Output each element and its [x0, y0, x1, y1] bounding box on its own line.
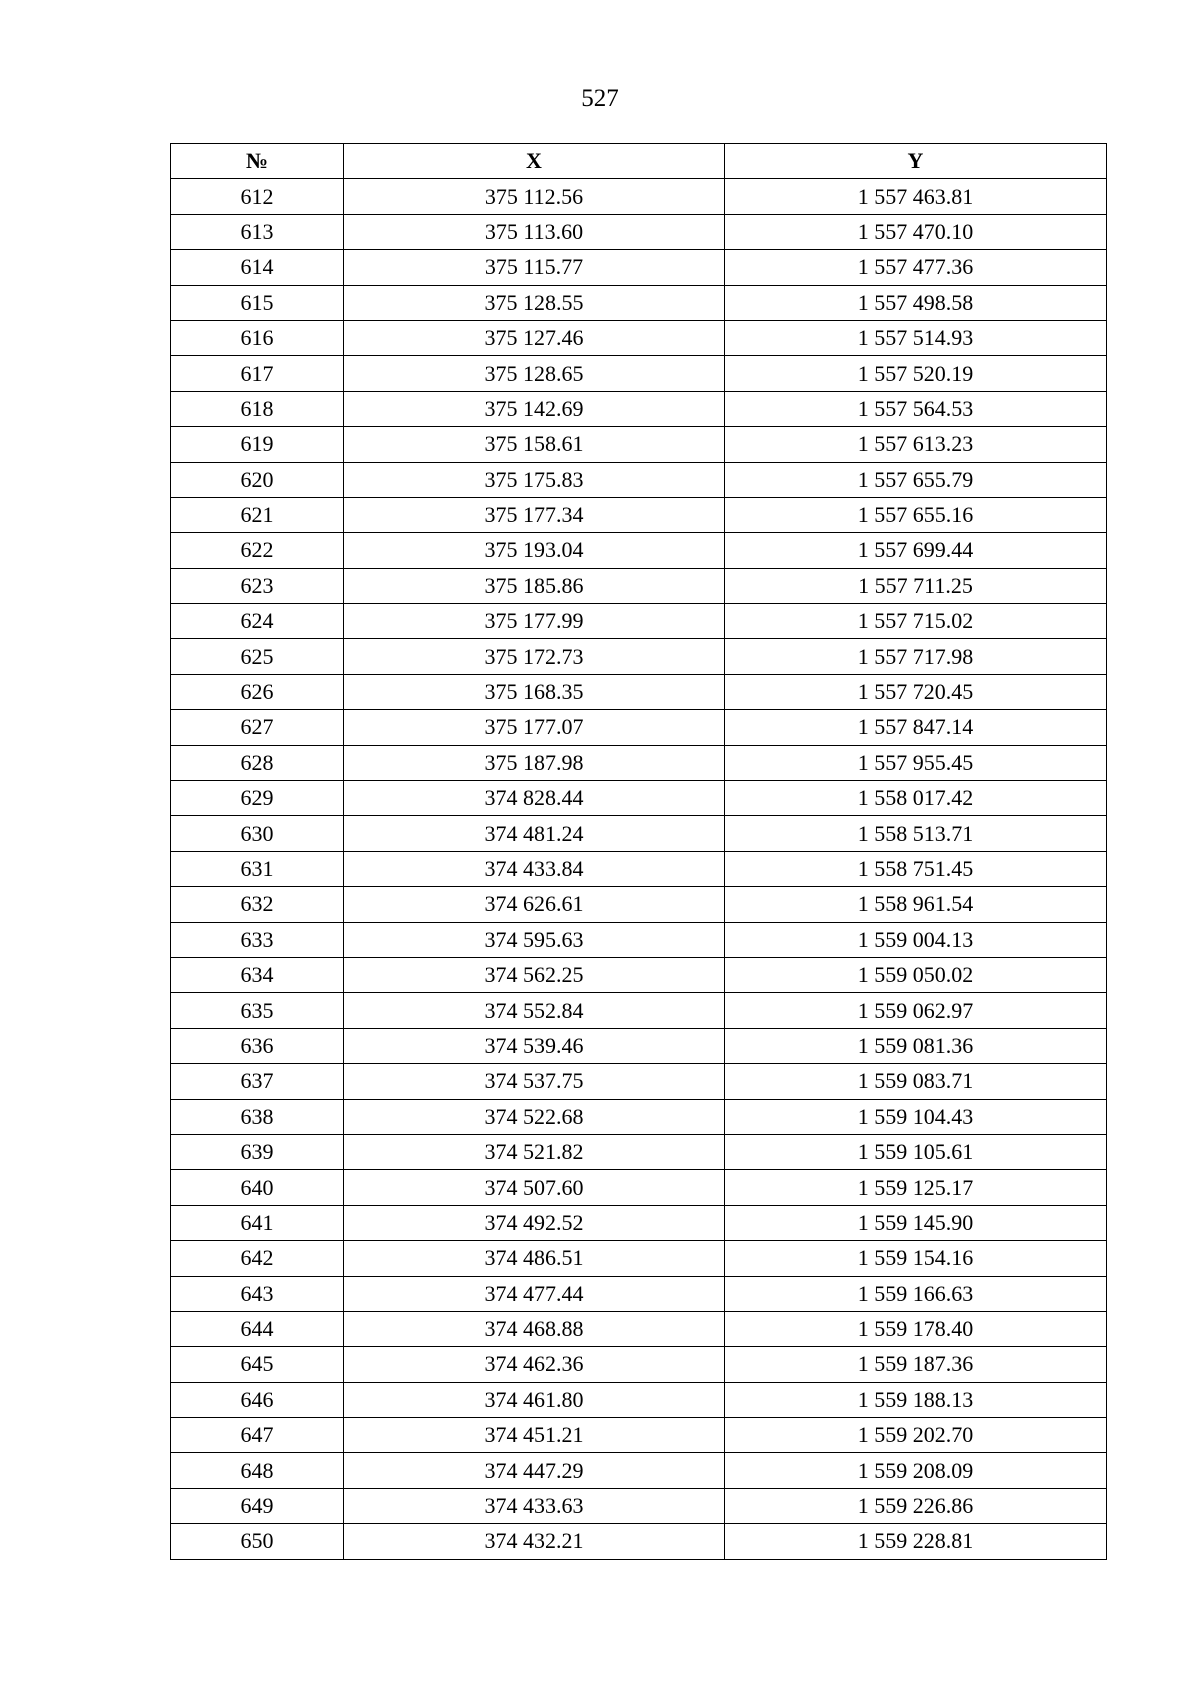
cell-number: 619 — [171, 427, 344, 462]
table-row — [171, 1064, 1107, 1099]
cell-number: 646 — [171, 1382, 344, 1417]
header-x: X — [344, 144, 725, 179]
table-row — [171, 1134, 1107, 1169]
page-number: 527 — [581, 85, 619, 112]
cell-y: 1 559 202.70 — [725, 1418, 1107, 1453]
cell-y: 1 559 228.81 — [725, 1524, 1107, 1559]
cell-x: 374 481.24 — [344, 816, 725, 851]
cell-x: 375 193.04 — [344, 533, 725, 568]
cell-y: 1 557 463.81 — [725, 179, 1107, 214]
table-row — [171, 781, 1107, 816]
cell-x: 375 177.07 — [344, 710, 725, 745]
cell-y: 1 557 613.23 — [725, 427, 1107, 462]
cell-x: 375 175.83 — [344, 462, 725, 497]
cell-number: 618 — [171, 391, 344, 426]
table-row — [171, 250, 1107, 285]
cell-number: 615 — [171, 285, 344, 320]
cell-number: 645 — [171, 1347, 344, 1382]
cell-number: 626 — [171, 674, 344, 709]
table-row — [171, 285, 1107, 320]
cell-y: 1 559 166.63 — [725, 1276, 1107, 1311]
cell-y: 1 559 226.86 — [725, 1488, 1107, 1523]
table-header — [171, 144, 1107, 179]
cell-y: 1 557 717.98 — [725, 639, 1107, 674]
table-row — [171, 1524, 1107, 1559]
table-row — [171, 674, 1107, 709]
cell-number: 622 — [171, 533, 344, 568]
table-row — [171, 1382, 1107, 1417]
cell-x: 374 595.63 — [344, 922, 725, 957]
cell-number: 640 — [171, 1170, 344, 1205]
cell-y: 1 559 081.36 — [725, 1028, 1107, 1063]
table-row — [171, 993, 1107, 1028]
cell-number: 641 — [171, 1205, 344, 1240]
cell-x: 374 552.84 — [344, 993, 725, 1028]
table-body — [171, 179, 1107, 1559]
cell-y: 1 557 655.79 — [725, 462, 1107, 497]
table-row — [171, 710, 1107, 745]
cell-x: 374 468.88 — [344, 1311, 725, 1346]
cell-y: 1 559 154.16 — [725, 1241, 1107, 1276]
cell-x: 375 113.60 — [344, 214, 725, 249]
cell-y: 1 557 514.93 — [725, 320, 1107, 355]
cell-y: 1 559 145.90 — [725, 1205, 1107, 1240]
table-row — [171, 639, 1107, 674]
table-row — [171, 1347, 1107, 1382]
cell-x: 374 447.29 — [344, 1453, 725, 1488]
cell-y: 1 559 105.61 — [725, 1134, 1107, 1169]
cell-number: 649 — [171, 1488, 344, 1523]
cell-number: 635 — [171, 993, 344, 1028]
table-row — [171, 1276, 1107, 1311]
cell-x: 374 537.75 — [344, 1064, 725, 1099]
cell-y: 1 559 178.40 — [725, 1311, 1107, 1346]
cell-y: 1 557 498.58 — [725, 285, 1107, 320]
table-row — [171, 1453, 1107, 1488]
cell-number: 616 — [171, 320, 344, 355]
cell-number: 643 — [171, 1276, 344, 1311]
cell-number: 621 — [171, 497, 344, 532]
header-number: № — [171, 144, 344, 179]
cell-x: 374 626.61 — [344, 887, 725, 922]
table-row — [171, 745, 1107, 780]
cell-y: 1 559 187.36 — [725, 1347, 1107, 1382]
cell-number: 631 — [171, 851, 344, 886]
table-row — [171, 1488, 1107, 1523]
cell-y: 1 559 062.97 — [725, 993, 1107, 1028]
cell-number: 614 — [171, 250, 344, 285]
table-row — [171, 1241, 1107, 1276]
table-row — [171, 320, 1107, 355]
table-row — [171, 533, 1107, 568]
cell-y: 1 559 083.71 — [725, 1064, 1107, 1099]
cell-x: 374 433.63 — [344, 1488, 725, 1523]
header-y: Y — [725, 144, 1107, 179]
cell-number: 632 — [171, 887, 344, 922]
cell-x: 375 142.69 — [344, 391, 725, 426]
cell-y: 1 557 477.36 — [725, 250, 1107, 285]
cell-x: 375 112.56 — [344, 179, 725, 214]
cell-number: 628 — [171, 745, 344, 780]
cell-number: 620 — [171, 462, 344, 497]
cell-y: 1 559 188.13 — [725, 1382, 1107, 1417]
cell-x: 374 522.68 — [344, 1099, 725, 1134]
cell-y: 1 558 961.54 — [725, 887, 1107, 922]
table-row — [171, 391, 1107, 426]
cell-x: 374 477.44 — [344, 1276, 725, 1311]
cell-y: 1 559 004.13 — [725, 922, 1107, 957]
cell-y: 1 557 655.16 — [725, 497, 1107, 532]
cell-number: 637 — [171, 1064, 344, 1099]
cell-number: 648 — [171, 1453, 344, 1488]
header-row — [171, 144, 1107, 179]
table-row — [171, 1099, 1107, 1134]
cell-y: 1 557 955.45 — [725, 745, 1107, 780]
table-row — [171, 356, 1107, 391]
cell-number: 630 — [171, 816, 344, 851]
cell-number: 647 — [171, 1418, 344, 1453]
cell-y: 1 559 208.09 — [725, 1453, 1107, 1488]
cell-x: 375 128.65 — [344, 356, 725, 391]
cell-number: 624 — [171, 604, 344, 639]
table-row — [171, 604, 1107, 639]
cell-x: 374 521.82 — [344, 1134, 725, 1169]
cell-number: 644 — [171, 1311, 344, 1346]
cell-x: 375 158.61 — [344, 427, 725, 462]
cell-x: 375 172.73 — [344, 639, 725, 674]
table-row — [171, 851, 1107, 886]
cell-x: 374 486.51 — [344, 1241, 725, 1276]
cell-y: 1 557 720.45 — [725, 674, 1107, 709]
cell-x: 375 187.98 — [344, 745, 725, 780]
cell-number: 612 — [171, 179, 344, 214]
cell-y: 1 559 125.17 — [725, 1170, 1107, 1205]
cell-x: 374 433.84 — [344, 851, 725, 886]
table-row — [171, 1028, 1107, 1063]
cell-y: 1 559 104.43 — [725, 1099, 1107, 1134]
cell-y: 1 557 520.19 — [725, 356, 1107, 391]
table-row — [171, 816, 1107, 851]
cell-number: 617 — [171, 356, 344, 391]
cell-x: 375 168.35 — [344, 674, 725, 709]
cell-x: 375 128.55 — [344, 285, 725, 320]
table-row — [171, 957, 1107, 992]
cell-x: 375 177.99 — [344, 604, 725, 639]
cell-x: 374 451.21 — [344, 1418, 725, 1453]
cell-number: 642 — [171, 1241, 344, 1276]
table-row — [171, 462, 1107, 497]
cell-y: 1 557 564.53 — [725, 391, 1107, 426]
table-row — [171, 568, 1107, 603]
cell-number: 625 — [171, 639, 344, 674]
table-row — [171, 922, 1107, 957]
cell-number: 639 — [171, 1134, 344, 1169]
table-row — [171, 497, 1107, 532]
cell-y: 1 558 751.45 — [725, 851, 1107, 886]
cell-y: 1 557 699.44 — [725, 533, 1107, 568]
cell-number: 629 — [171, 781, 344, 816]
cell-number: 627 — [171, 710, 344, 745]
cell-number: 638 — [171, 1099, 344, 1134]
cell-y: 1 559 050.02 — [725, 957, 1107, 992]
cell-x: 374 828.44 — [344, 781, 725, 816]
cell-number: 613 — [171, 214, 344, 249]
coordinates-table — [170, 143, 1107, 1560]
cell-y: 1 557 711.25 — [725, 568, 1107, 603]
cell-x: 375 177.34 — [344, 497, 725, 532]
table-row — [171, 179, 1107, 214]
cell-y: 1 557 847.14 — [725, 710, 1107, 745]
cell-x: 375 127.46 — [344, 320, 725, 355]
cell-number: 623 — [171, 568, 344, 603]
cell-number: 633 — [171, 922, 344, 957]
table-row — [171, 887, 1107, 922]
cell-x: 374 432.21 — [344, 1524, 725, 1559]
cell-x: 374 462.36 — [344, 1347, 725, 1382]
table-row — [171, 1170, 1107, 1205]
cell-number: 634 — [171, 957, 344, 992]
cell-y: 1 558 513.71 — [725, 816, 1107, 851]
cell-x: 375 185.86 — [344, 568, 725, 603]
cell-number: 650 — [171, 1524, 344, 1559]
table-row — [171, 1418, 1107, 1453]
cell-y: 1 557 470.10 — [725, 214, 1107, 249]
cell-x: 375 115.77 — [344, 250, 725, 285]
cell-y: 1 558 017.42 — [725, 781, 1107, 816]
table-row — [171, 1205, 1107, 1240]
cell-number: 636 — [171, 1028, 344, 1063]
cell-x: 374 539.46 — [344, 1028, 725, 1063]
cell-x: 374 492.52 — [344, 1205, 725, 1240]
cell-x: 374 507.60 — [344, 1170, 725, 1205]
table-row — [171, 214, 1107, 249]
table-row — [171, 427, 1107, 462]
table-row — [171, 1311, 1107, 1346]
cell-x: 374 461.80 — [344, 1382, 725, 1417]
cell-y: 1 557 715.02 — [725, 604, 1107, 639]
cell-x: 374 562.25 — [344, 957, 725, 992]
